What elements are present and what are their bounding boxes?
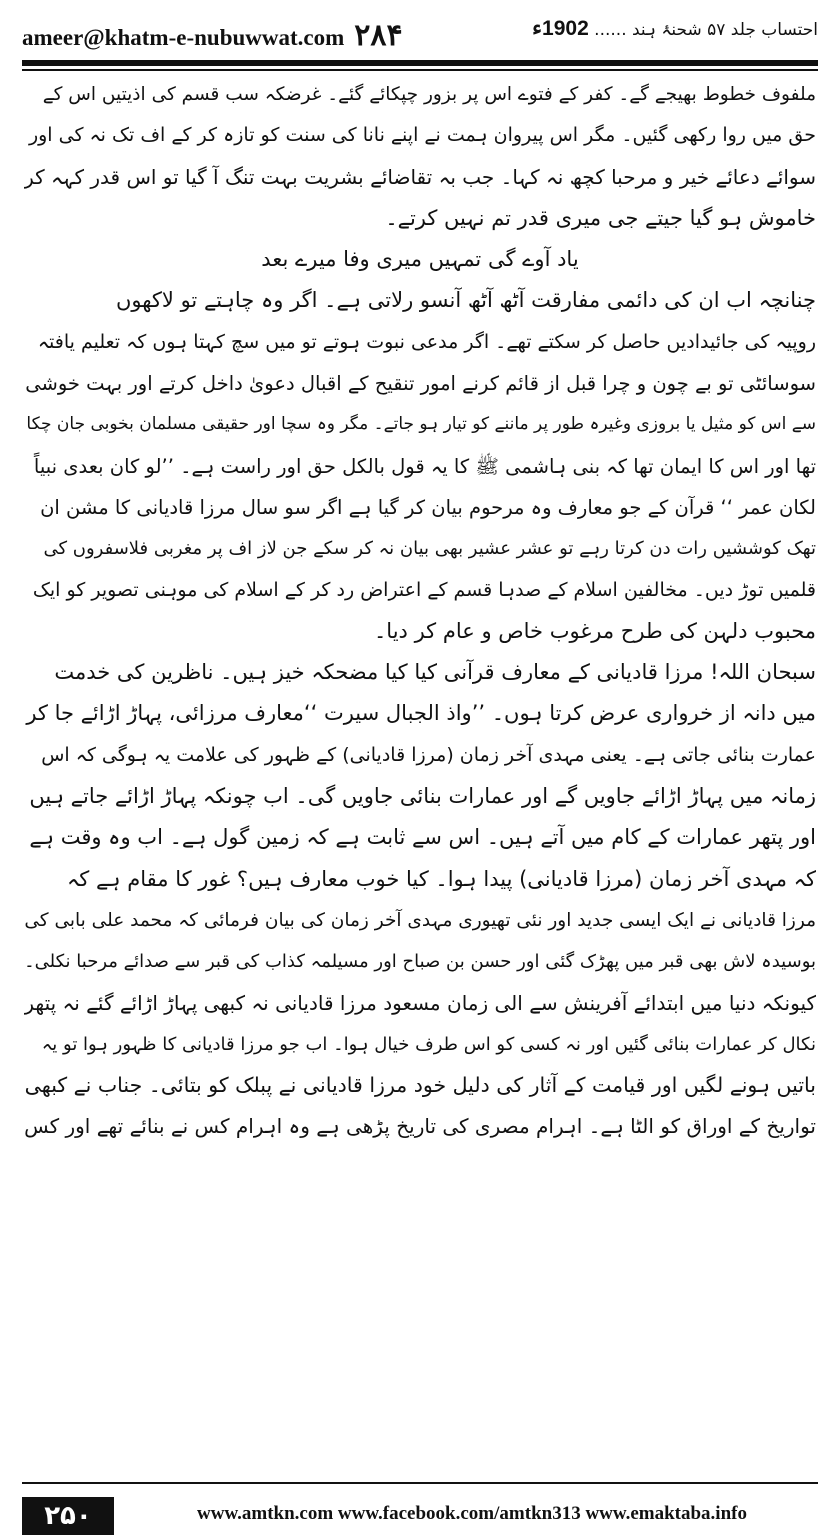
header-left: [22, 18, 403, 53]
text-line: تھک کوششیں رات دن کرتا رہے تو عشر عشیر بھی بیان نہ کر سکے جن لاز اف پر مغربی فلاسفروں کی: [43, 538, 816, 560]
text-line: زمانہ میں پہاڑ اڑائے جاویں گے اور عمارات بنائی جاویں گی۔ اب چونکہ پہاڑ اڑائے جاتے ہیں: [29, 784, 816, 809]
text-line: میں دانہ از خرواری عرض کرتا ہوں۔ ’’واذ الجبال سیرت ‘‘معارف مرزائی، پہاڑ اڑائے جا کر: [26, 701, 816, 726]
text-line: کہ مہدی آخر زمان (مرزا قادیانی) پیدا ہوا۔ کیا خوب معارف ہیں؟ غور کا مقام ہے کہ: [67, 866, 816, 891]
text-line: روپیہ کی جائیدادیں حاصل کر سکتے تھے۔ اگر مدعی نبوت ہوتے تو میں سچ کہتا ہوں کہ تعلیم یافتہ: [37, 330, 816, 353]
text-line: محبوب دلہن کی طرح مرغوب خاص و عام کر دیا۔: [374, 618, 816, 643]
header-rule-thick: [22, 60, 818, 66]
text-line: مرزا قادیانی نے ایک ایسی جدید اور نئی تھیوری مہدی آخر زمان کی بیان فرمائی کہ محمد علی بابی کی: [24, 909, 816, 931]
text-line: لکان عمر ‘‘ قرآن کے جو معارف وہ مرحوم بیان کر گیا ہے اگر سو سال مرزا قادیانی کا مشن ان: [40, 495, 816, 519]
text-line: ملفوف خطوط بھیجے گے۔ کفر کے فتوے اس پر بزور چپکائے گئے۔ غرضکہ سب قسم کی اذیتیں اس کے: [42, 84, 816, 105]
header-page-number: ۲۸۴: [354, 19, 403, 52]
footer-rule: [22, 1482, 818, 1484]
text-line: خاموش ہو گیا جیتے جی میری قدر تم نہیں کرتے۔: [385, 205, 816, 230]
footer-links: www.amtkn.com www.facebook.com/amtkn313 www.emaktaba.info: [197, 1503, 747, 1524]
footer-page-number: ۲۵۰: [22, 1497, 114, 1535]
text-line: سوائے دعائے خیر و مرحبا کچھ نہ کہا۔ جب بہ تقاضائے بشریت بہت تنگ آ گیا تو اس قدر کہہ کر: [24, 164, 816, 189]
text-line: باتیں ہونے لگیں اور قیامت کے آثار کی دلیل خود مرزا قادیانی نے پبلک کو بتائی۔ جناب نے کبھی: [24, 1073, 816, 1098]
header-rule-thin: [22, 69, 818, 71]
header-right: [532, 16, 818, 41]
text-line: کیونکہ دنیا میں ابتدائے آفرینش سے الی زمان مسعود مرزا قادیانی نہ کبھی پہاڑ اڑائے گئے نہ پتھر: [24, 990, 816, 1015]
text-line: چنانچہ اب ان کی دائمی مفارقت آٹھ آٹھ آنسو رلاتی ہے۔ اگر وہ چاہتے تو لاکھوں: [115, 288, 816, 313]
text-line: حق میں روا رکھی گئیں۔ مگر اس پیروان ہمت نے اپنے نانا کی سنت کو تازہ کر کے اف تک نہ کی اور: [28, 124, 816, 147]
text-line: سوسائٹی تو بے چون و چرا قبل از قائم کرنے امور تنقیح کے اقبال دعویٰ داخل کرتے اور بہت خوشی: [25, 372, 816, 396]
text-line: عمارت بنائی جاتی ہے۔ یعنی مہدی آخر زمان (مرزا قادیانی) کے ظہور کی علامت یہ ہوگی کہ اس: [41, 743, 816, 766]
text-line: سبحان اللہ! مرزا قادیانی کے معارف قرآنی کیا کیا مضحکہ خیز ہیں۔ ناظرین کی خدمت: [54, 660, 816, 685]
text-line: نکال کر عمارات بنائی گئیں اور نہ کسی کو اس طرف خیال ہوا۔ اب جو مرزا قادیانی کا ظہور ہوا تو یہ: [41, 1033, 816, 1055]
text-line: اور پتھر عمارات کے کام میں آتے ہیں۔ اس سے ثابت ہے کہ زمین گول ہے۔ اب وہ وقت ہے: [29, 825, 816, 850]
header-series-title: احتساب جلد ۵۷ شحنۂ ہند ......: [594, 20, 818, 40]
text-line: بوسیدہ لاش بھی قبر میں پھڑک گئی اور حسن بن صباح اور مسیلمہ کذاب کی قبر سے صدائے مرحبا نکلی۔: [24, 951, 816, 973]
text-line: سے اس کو مثیل یا بروزی وغیرہ طور پر ماننے کو تیار ہو جاتے۔ مگر وہ سچا اور حقیقی مسلمان بخوبی جان چکا: [26, 414, 816, 435]
page-body: [24, 74, 816, 1148]
text-line: تھا اور اس کا ایمان تھا کہ بنی ہاشمی ﷺ کا یہ قول بالکل حق اور راست ہے۔ ’’لو کان بعدی نبیاً: [33, 454, 816, 478]
page-header: [22, 10, 818, 56]
header-email: ameer@khatm-e-nubuwwat.com: [22, 25, 345, 50]
poetry-line: یاد آوے گی تمہیں میری وفا میرے بعد: [261, 247, 579, 272]
header-year: 1902ء: [532, 17, 589, 40]
text-line: تواریخ کے اوراق کو الٹا ہے۔ اہرام مصری کی تاریخ پڑھی ہے وہ اہرام کس نے بنائے تھے اور کس: [24, 1114, 816, 1139]
text-line: قلمیں توڑ دیں۔ مخالفین اسلام کے صدہا قسم کے اعتراض رد کر کے اسلام کی موہنی تصویر کو ایک: [32, 578, 816, 601]
